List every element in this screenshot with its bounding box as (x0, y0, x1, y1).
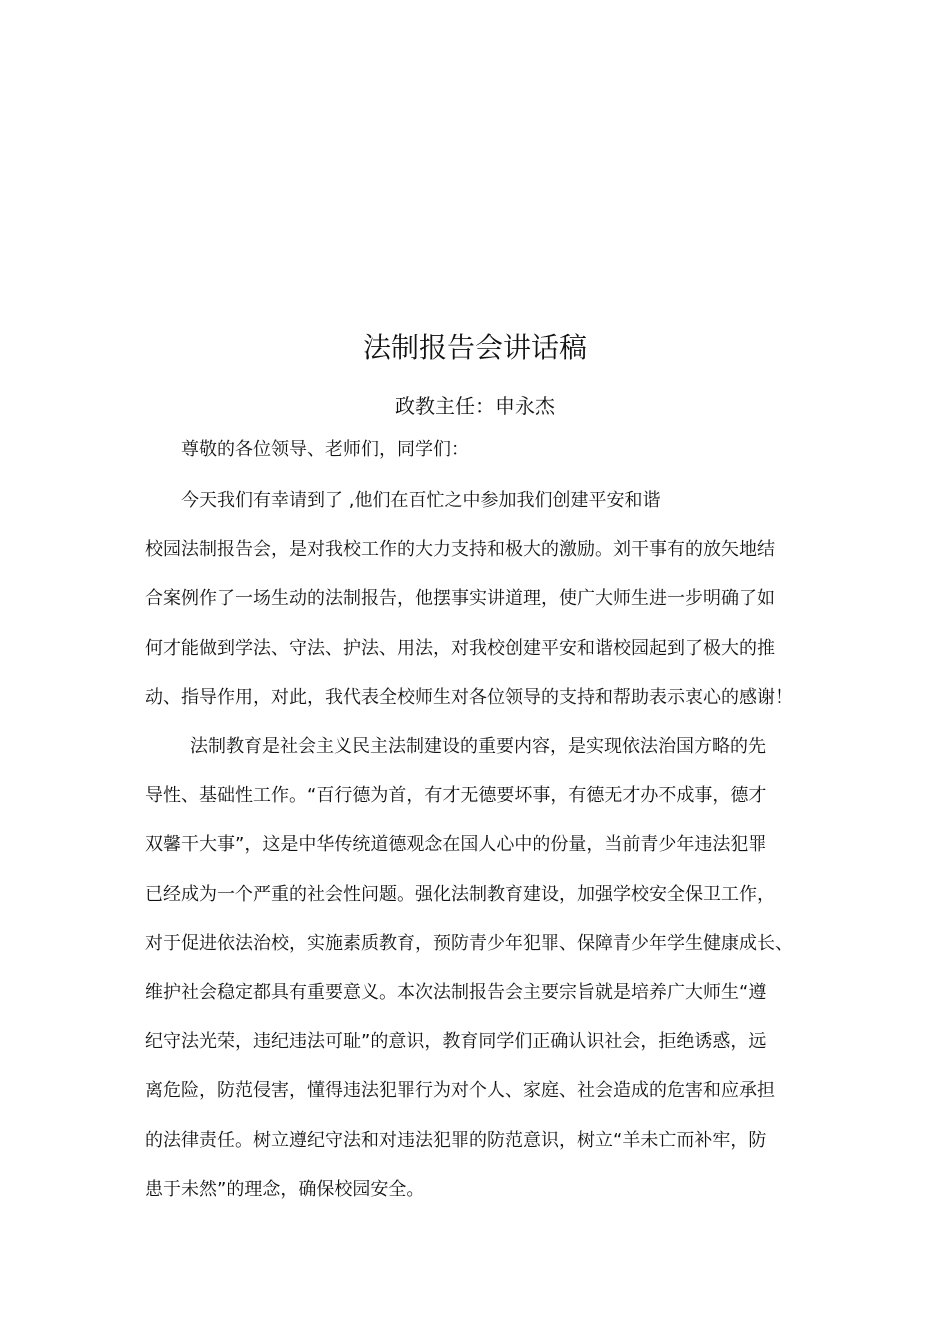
paragraph-line: 对于促进依法治校，实施素质教育，预防青少年犯罪、保障青少年学生健康成长、 (145, 932, 793, 954)
paragraph-line: 法制教育是社会主义民主法制建设的重要内容，是实现依法治国方略的先 (190, 736, 766, 757)
paragraph-1 (145, 476, 808, 722)
paragraph-line: 动、指导作用，对此，我代表全校师生对各位领导的支持和帮助表示衷心的感谢！ (145, 686, 793, 708)
paragraph-line: 纪守法光荣，违纪违法可耻”的意识，教育同学们正确认识社会，拒绝诱惑，远 (145, 1031, 767, 1053)
paragraph-line: 导性、基础性工作。“百行德为首，有才无德要坏事，有德无才办不成事，德才 (145, 785, 767, 807)
author-line: 政教主任：申永杰 (395, 394, 555, 418)
document-title: 法制报告会讲话稿 (362, 331, 587, 364)
paragraph-line: 今天我们有幸请到了 ,他们在百忙之中参加我们创建平安和谐 (181, 490, 661, 511)
paragraph-line: 合案例作了一场生动的法制报告，他摆事实讲道理，使广大师生进一步明确了如 (145, 588, 775, 610)
paragraph-line: 校园法制报告会，是对我校工作的大力支持和极大的激励。刘干事有的放矢地结 (145, 539, 775, 561)
paragraph-line: 维护社会稳定都具有重要意义。本次法制报告会主要宗旨就是培养广大师生“遵 (145, 982, 767, 1004)
paragraph-2 (145, 722, 808, 1214)
paragraph-line: 已经成为一个严重的社会性问题。强化法制教育建设，加强学校安全保卫工作， (145, 883, 775, 905)
paragraph-line: 患于未然”的理念，确保校园安全。 (145, 1178, 425, 1200)
paragraph-line: 离危险，防范侵害，懂得违法犯罪行为对个人、家庭、社会造成的危害和应承担 (145, 1080, 775, 1102)
greeting: 尊敬的各位领导、老师们，同学们： (181, 439, 469, 460)
paragraph-line: 双馨干大事”，这是中华传统道德观念在国人心中的份量，当前青少年违法犯罪 (145, 834, 767, 856)
paragraph-line: 何才能做到学法、守法、护法、用法，对我校创建平安和谐校园起到了极大的推 (145, 637, 775, 659)
paragraph-line: 的法律责任。树立遵纪守法和对违法犯罪的防范意识，树立“羊未亡而补牢，防 (145, 1129, 767, 1151)
